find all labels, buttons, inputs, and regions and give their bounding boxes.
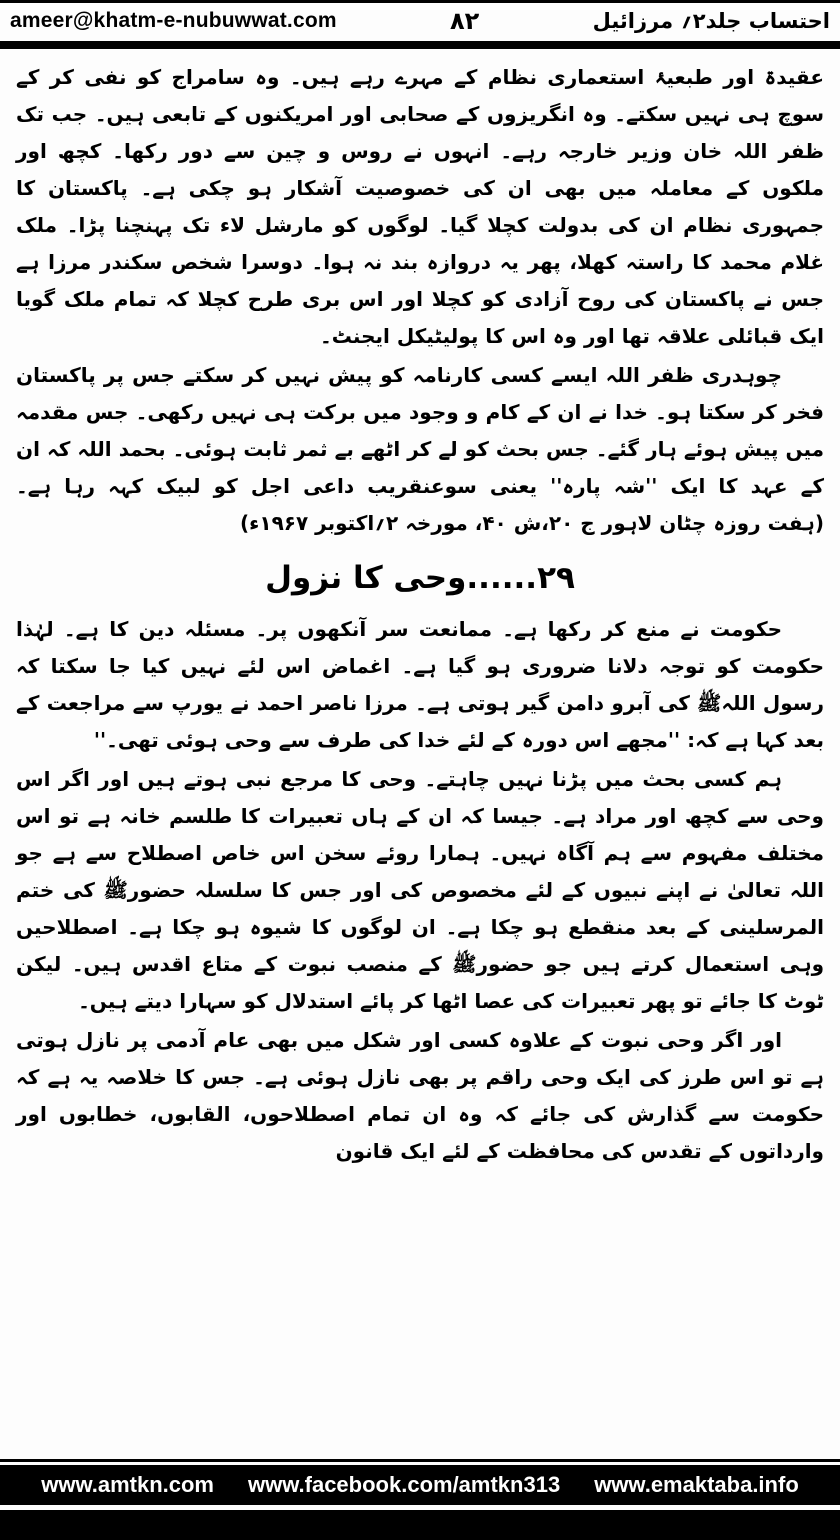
citation: (ہفت روزہ چٹان لاہور ج ۲۰،ش ۴۰، مورخہ ۲؍اکتوبر ۱۹۶۷ء) <box>239 511 824 535</box>
contact-email: ameer@khatm-e-nubuwwat.com <box>10 9 337 32</box>
footer-links-bar <box>0 1465 840 1505</box>
page-header <box>0 0 840 49</box>
paragraph-text: چوہدری ظفر اللہ ایسے کسی کارنامہ کو پیش نہیں کر سکتے جس پر پاکستان فخر کر سکتا ہو۔ خدا نے ان کے کام و وجود میں برکت ہی نہیں رکھی۔ جس مقدمہ میں پیش ہوئے ہار گئے۔ جس بحث کو لے کر اٹھے بے ثمر ثابت ہوئی۔ بحمد اللہ کہ ان کے عہد کا ایک ''شہ پارہ'' یعنی سوعنقریب داعی اجل کو لبیک کہہ رہا ہے۔ <box>16 363 824 498</box>
page-number: ۸۲ <box>450 7 480 35</box>
book-title: احتساب جلد۲؍ مرزائیل <box>592 9 830 33</box>
paragraph: عقیدۃ اور طبعیۂ استعماری نظام کے مہرے رہے ہیں۔ وہ سامراج کو نفی کر کے سوچ ہی نہیں سکتے۔ وہ انگریزوں کے صحابی اور امریکنوں کے تابعی ہیں۔ جب تک ظفر اللہ خان وزیر خارجہ رہے۔ انہوں نے روس و چین سے دور رکھا۔ کچھ اور ملکوں کے معاملہ میں بھی ان کی خصوصیت آشکار ہو چکی ہے۔ پاکستان کا جمہوری نظام ان کی بدولت کچلا گیا۔ لوگوں کو مارشل لاء تک پہنچنا پڑا۔ ملک غلام محمد کا راستہ کھلا، پھر یہ دروازہ بند نہ ہوا۔ دوسرا شخص سکندر مرزا ہے جس نے پاکستان کی روح آزادی کو کچلا اور اس بری طرح کچلا کہ تمام ملک گویا ایک قبائلی علاقہ تھا اور وہ اس کا پولیٹیکل ایجنٹ۔ <box>16 65 824 348</box>
paragraph <box>16 357 824 542</box>
paragraph: ہم کسی بحث میں پڑنا نہیں چاہتے۔ وحی کا مرجع نبی ہوتے ہیں اور اگر اس وحی سے کچھ اور مراد ہے۔ جیسا کہ ان کے ہاں تعبیرات کا طلسم خانہ ہے تو اس مختلف مفہوم سے ہم آگاہ نہیں۔ ہمارا روئے سخن اس خاص اصطلاح سے ہے جو اللہ تعالیٰ نے اپنے نبیوں کے لئے مخصوص کی اور جس کا سلسلہ حضورﷺ کی ختم المرسلینی کے بعد منقطع ہو چکا ہے۔ ان لوگوں کا شیوہ ہو چکا ہے۔ اصطلاحیں وہی استعمال کرتے ہیں جو حضورﷺ کے منصب نبوت کے متاع اقدس ہیں۔ لیکن ٹوٹ کا جائے تو پھر تعبیرات کی عصا اٹھا کر پائے استدلال کو سہارا دیتے ہیں۔ <box>16 767 824 1013</box>
footer-rule <box>0 1459 840 1462</box>
footer-bottom-bar <box>0 1510 840 1540</box>
page-footer <box>0 1459 840 1540</box>
paragraph: اور اگر وحی نبوت کے علاوہ کسی اور شکل میں بھی عام آدمی پر نازل ہوتی ہے تو اس طرز کی ایک وحی راقم پر بھی نازل ہوئی ہے۔ جس کا خلاصہ یہ ہے کہ حکومت سے گذارش کی جائے کہ وہ ان تمام اصطلاحوں، القابوں، خطابوں اور وارداتوں کے تقدس کی محافظت کے لئے ایک قانون <box>16 1028 824 1163</box>
footer-link-emaktaba: www.emaktaba.info <box>594 1472 799 1497</box>
footer-link-facebook: www.facebook.com/amtkn313 <box>248 1472 561 1497</box>
page-body <box>0 49 840 1459</box>
footer-link-amtkn: www.amtkn.com <box>41 1472 214 1497</box>
section-heading: ۲۹......وحی کا نزول <box>265 560 575 596</box>
paragraph: حکومت نے منع کر رکھا ہے۔ ممانعت سر آنکھوں پر۔ مسئلہ دین کا ہے۔ لہٰذا حکومت کو توجہ دلانا ضروری ہو گیا ہے۔ اغماض اس لئے نہیں کیا جا سکتا کہ رسول اللہﷺ کی آبرو دامن گیر ہوتی ہے۔ مرزا ناصر احمد نے یورپ سے مراجعت کے بعد کہا ہے کہ: ''مجھے اس دورہ کے لئے خدا کی طرف سے وحی ہوئی تھی۔'' <box>16 617 824 752</box>
